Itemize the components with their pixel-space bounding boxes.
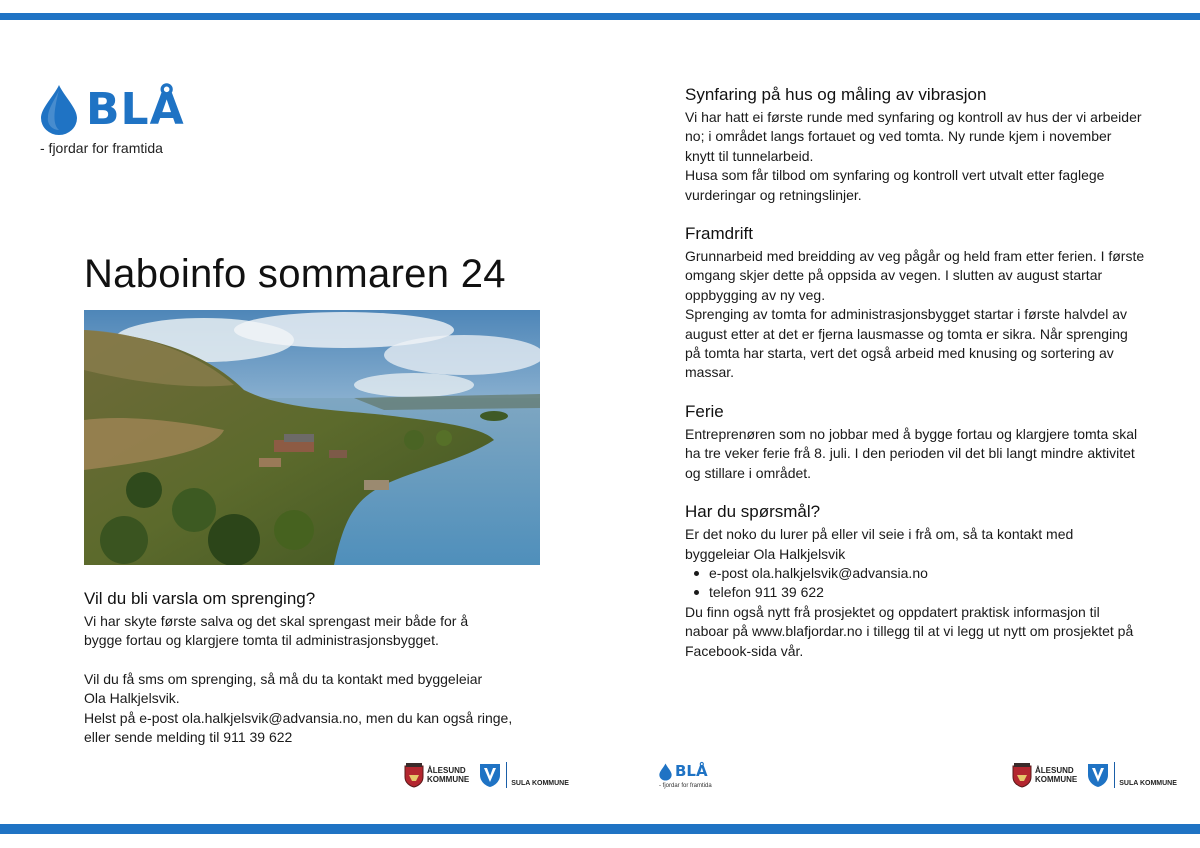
- section-heading: Framdrift: [685, 224, 753, 244]
- page-title: Naboinfo sommaren 24: [84, 252, 506, 296]
- sms-line: Ola Halkjelsvik.: [84, 690, 180, 707]
- alesund-crest-icon: [404, 763, 424, 788]
- logo-wordmark: BLÅ: [86, 84, 185, 135]
- alesund-label: [1035, 766, 1077, 784]
- sms-line: eller sende melding til 911 39 622: [84, 729, 293, 746]
- section-heading: Synfaring på hus og måling av vibrasjon: [685, 85, 987, 104]
- sula-label: SULA KOMMUNE: [511, 779, 569, 787]
- alesund-label-line: KOMMUNE: [427, 775, 470, 784]
- section-line: Husa som får tilbod om synfaring og kontroll vert utvalt etter faglege: [685, 167, 1105, 184]
- logo-tagline: - fjordar for framtida: [40, 140, 163, 156]
- contact-line: Facebook-sida vår.: [685, 642, 804, 659]
- section-line: massar.: [685, 364, 735, 381]
- paragraph-spacer: [84, 651, 544, 670]
- contact-line: Er det noko du lurer på eller vil seie i frå om, så ta kontakt med: [685, 526, 1074, 543]
- contact-list: [685, 564, 1175, 603]
- alesund-label: [427, 766, 469, 784]
- section-contact: [685, 502, 1175, 661]
- section-line: Grunnarbeid med breidding av veg pågår og held fram etter ferien. I første: [685, 248, 1145, 265]
- info-column: [685, 85, 1175, 680]
- section-heading: Har du spørsmål?: [685, 502, 821, 522]
- footer-tagline: - fjordar for framtida: [659, 783, 712, 789]
- top-accent-bar: [0, 13, 1200, 20]
- sms-line: Helst på e-post ola.halkjelsvik@advansia.no, men du kan også ringe,: [84, 709, 513, 726]
- alesund-crest-icon: [1012, 763, 1032, 788]
- blasting-notice: [84, 589, 544, 747]
- section-line: omgang skjer dette på oppsida av vegen. I slutten av august startar: [685, 267, 1103, 284]
- water-drop-icon: [40, 84, 78, 136]
- section-progress: [685, 224, 1175, 383]
- section-line: Sprenging av tomta for administrasjonsbygget startar i første halvdel av: [685, 306, 1127, 323]
- sula-shield-icon: [1087, 763, 1109, 788]
- contact-line: naboar på www.blafjordar.no i tillegg til at vi legg ut nytt om prosjektet på: [685, 623, 1134, 640]
- footer-bla-logo: [659, 763, 712, 789]
- alesund-label-line: KOMMUNE: [1035, 775, 1078, 784]
- contact-line: byggeleiar Ola Halkjelsvik: [685, 545, 846, 562]
- section-line: vurderingar og retningslinjer.: [685, 186, 862, 203]
- landscape-image: [84, 310, 540, 565]
- section-holiday: [685, 402, 1175, 483]
- contact-phone: telefon 911 39 622: [694, 583, 1175, 602]
- blasting-line: Vi har skyte første salva og det skal sprengast meir både for å: [84, 613, 469, 629]
- bottom-accent-bar: [0, 824, 1200, 834]
- section-line: og stillare i området.: [685, 464, 812, 481]
- water-drop-icon: [659, 763, 672, 781]
- alesund-label-line: ÅLESUND: [1035, 766, 1074, 775]
- section-line: ha tre veker ferie frå 8. juli. I den perioden vil det bli langt mindre aktivitet: [685, 445, 1135, 462]
- section-heading: Ferie: [685, 401, 724, 421]
- footer-municipality-logos: [404, 762, 569, 788]
- contact-email: e-post ola.halkjelsvik@advansia.no: [694, 564, 1175, 583]
- sula-divider: [1114, 762, 1115, 788]
- section-line: august etter at det er fjerna lausmasse og tomta er sikra. Når sprenging: [685, 325, 1128, 342]
- section-line: oppbygging av ny veg.: [685, 286, 826, 303]
- sms-line: Vil du få sms om sprenging, så må du ta kontakt med byggeleiar: [84, 670, 483, 687]
- section-line: no; i området langs fortauet og ved tomta. Ny runde kjem i november: [685, 128, 1112, 145]
- sula-label: SULA KOMMUNE: [1119, 779, 1177, 787]
- section-line: Vi har hatt ei første runde med synfaring og kontroll av hus der vi arbeider: [685, 109, 1142, 125]
- section-line: knytt til tunnelarbeid.: [685, 147, 814, 164]
- section-line: på tomta har starta, vert det også arbeid med knusing og sortering av: [685, 345, 1114, 362]
- blasting-heading: Vil du bli varsla om sprenging?: [84, 589, 316, 608]
- section-line: Entreprenøren som no jobbar med å bygge fortau og klargjere tomta skal: [685, 425, 1138, 442]
- bla-logo: [40, 84, 185, 156]
- footer-municipality-logos-right: [1012, 762, 1177, 788]
- contact-line: Du finn også nytt frå prosjektet og oppdatert praktisk informasjon til: [685, 603, 1100, 620]
- section-inspection: [685, 85, 1175, 205]
- sula-shield-icon: [479, 763, 501, 788]
- footer-wordmark: BLÅ: [675, 762, 708, 780]
- blasting-line: bygge fortau og klargjere tomta til administrasjonsbygget.: [84, 632, 439, 649]
- sula-divider: [506, 762, 507, 788]
- alesund-label-line: ÅLESUND: [427, 766, 466, 775]
